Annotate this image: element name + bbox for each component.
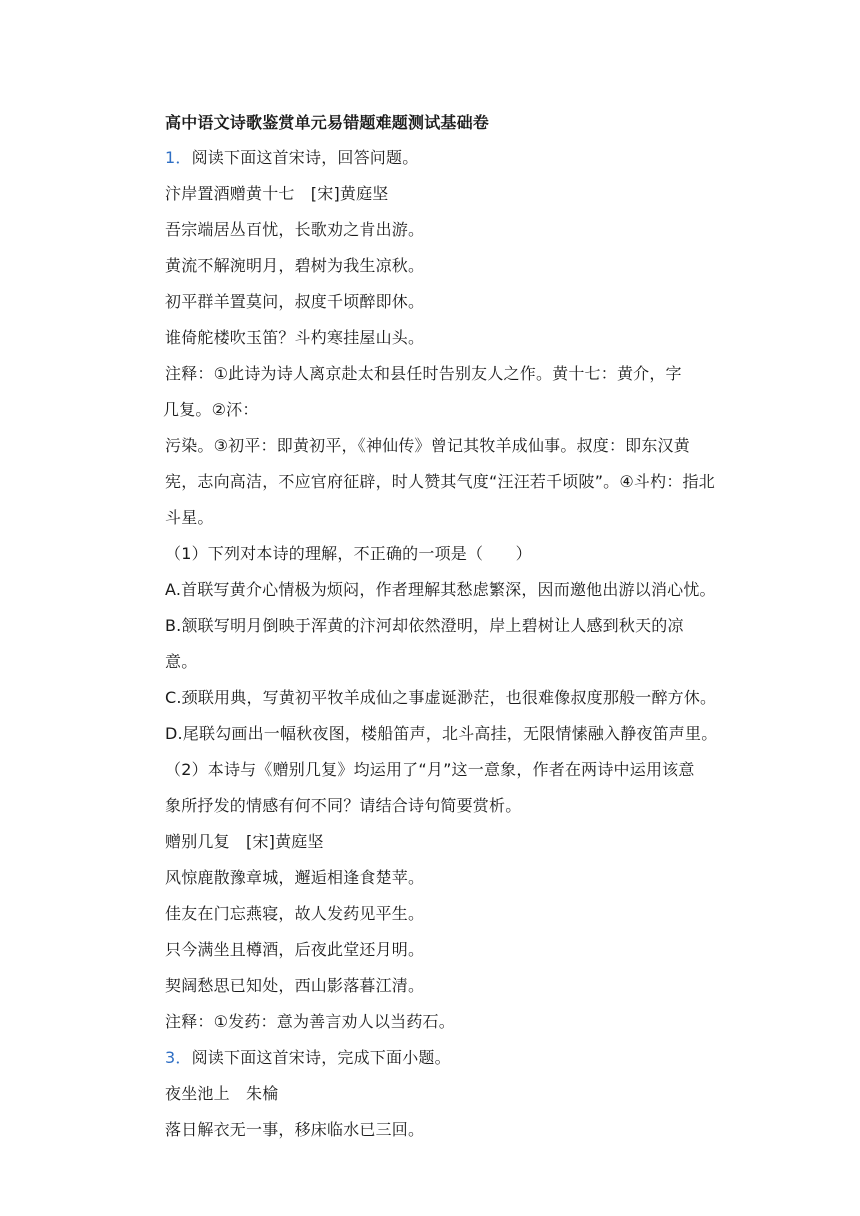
question-number: 3． <box>165 1048 192 1067</box>
annotation-line: 污染。③初平：即黄初平，《神仙传》曾记其牧羊成仙事。叔度：即东汉黄 <box>165 436 690 455</box>
option-a: A.首联写黄介心情极为烦闷，作者理解其愁虑繁深，因而邀他出游以消心忧。 <box>165 580 716 599</box>
poem-title: 汴岸置酒赠黄十七 [宋]黄庭坚 <box>165 184 389 203</box>
poem-title: 夜坐池上 朱棆 <box>165 1084 279 1103</box>
option-b-continued: 意。 <box>165 652 198 671</box>
annotation-line: 注释：①此诗为诗人离京赴太和县任时告别友人之作。黄十七：黄介，字 <box>165 364 682 383</box>
poem-line: 契阔愁思已知处，西山影落暮江清。 <box>165 976 425 995</box>
poem-line: 吾宗端居丛百忧，长歌劝之肯出游。 <box>165 220 425 239</box>
annotation-line: 几复。②㳅： <box>163 400 259 419</box>
question-3-prompt <box>165 1040 735 1076</box>
poem-title: 赠别几复 [宋]黄庭坚 <box>165 832 324 851</box>
annotation-line: 注释：①发药：意为善言劝人以当药石。 <box>165 1012 455 1031</box>
document-page <box>165 106 735 1148</box>
question-number: 1． <box>165 148 192 167</box>
sub-question-2-continued: 象所抒发的情感有何不同？请结合诗句简要赏析。 <box>165 796 522 815</box>
question-text: 阅读下面这首宋诗，回答问题。 <box>191 148 419 167</box>
annotation-line: 斗星。 <box>165 508 214 527</box>
option-d: D.尾联勾画出一幅秋夜图，楼船笛声，北斗高挂，无限情愫融入静夜笛声里。 <box>165 724 718 743</box>
question-1-prompt <box>165 140 735 176</box>
sub-question-1: （1）下列对本诗的理解，不正确的一项是（ ） <box>165 544 532 563</box>
poem-line: 谁倚舵楼吹玉笛？斗杓寒挂屋山头。 <box>165 328 425 347</box>
question-text: 阅读下面这首宋诗，完成下面小题。 <box>191 1048 451 1067</box>
poem-line: 风惊鹿散豫章城，邂逅相逢食楚苹。 <box>165 868 425 887</box>
annotation-line: 宪，志向高洁，不应官府征辟，时人赞其气度“汪汪若千顷陂”。④斗杓：指北 <box>165 472 715 491</box>
sub-question-2: （2）本诗与《赠别几复》均运用了“月”这一意象，作者在两诗中运用该意 <box>165 760 695 779</box>
poem-line: 只今满坐且樽酒，后夜此堂还月明。 <box>165 940 425 959</box>
poem-line: 初平群羊置莫问，叔度千顷醉即休。 <box>165 292 425 311</box>
option-b: B.颔联写明月倒映于浑黄的汴河却依然澄明，岸上碧树让人感到秋天的凉 <box>165 616 684 635</box>
document-title: 高中语文诗歌鉴赏单元易错题难题测试基础卷 <box>165 113 490 132</box>
poem-line: 落日解衣无一事，移床临水已三回。 <box>165 1120 425 1139</box>
poem-line: 佳友在门忘燕寝，故人发药见平生。 <box>165 904 425 923</box>
option-c: C.颈联用典，写黄初平牧羊成仙之事虚诞渺茫，也很难像叔度那般一醉方休。 <box>165 688 717 707</box>
poem-line: 黄流不解涴明月，碧树为我生凉秋。 <box>165 256 425 275</box>
